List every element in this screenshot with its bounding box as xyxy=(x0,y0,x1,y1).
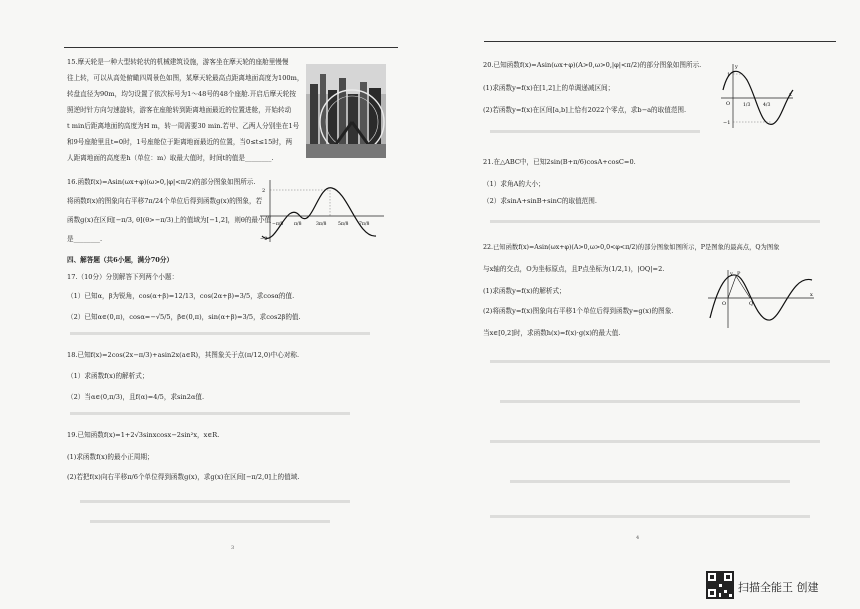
q16-tick-label: π/8 xyxy=(294,222,302,227)
q19-line: 19.已知函数f(x)=1+2√3sinxcosx−2sin²x，x∈R. xyxy=(67,431,220,439)
q20-line: (2)若函数y=f(x)在区间[a,b]上恰有2022个零点，求b−a的取值范围. xyxy=(483,106,687,114)
q17-line: 17.（10分）分别解答下列两个小题： xyxy=(67,273,179,281)
q16-tick-label: −π/8 xyxy=(272,222,284,227)
bleed-through xyxy=(490,440,820,443)
q15-line: 15.摩天轮是一种大型转轮状的机械建筑设施，游客坐在摩天轮的座舱里慢慢 xyxy=(67,58,289,66)
q22-axis-label: y xyxy=(730,271,733,277)
q19-line: (1)求函数f(x)的最小正周期； xyxy=(67,453,154,461)
q18-line: 18.已知f(x)=2cos(2x−π/3)+asin2x(a∈R)，其图象关于点(π/12,0)中心对称. xyxy=(67,351,300,359)
q16-line: 将函数f(x)的图象向右平移7π/24个单位后得到函数g(x)的图象，若 xyxy=(67,197,263,205)
q16-tick-label: 3π/8 xyxy=(316,222,327,227)
q17-line: （1）已知α，β为锐角，cos(α+β)=12/13，cos(2α+β)=3/5，求cosα的值. xyxy=(67,292,295,300)
q20-line: 20.已知函数f(x)=Asin(ωx+φ)(A>0,ω>0,|φ|<π/2)的部分图象如图所示. xyxy=(483,61,702,69)
page-number: 4 xyxy=(636,535,640,541)
scanner-watermark xyxy=(706,571,856,601)
q21-line: （2）求sinA+sinB+sinC的取值范围. xyxy=(483,197,597,205)
bleed-through xyxy=(490,220,820,223)
bleed-through xyxy=(70,412,350,415)
q15-line: t min后距离地面的高度为H m，转一周需要30 min.若甲、乙两人分别坐在1号 xyxy=(67,122,300,130)
q19-line: (2)若把f(x)向右平移π/6个单位得到函数g(x)，求g(x)在区间[−π/2,0]上的值域. xyxy=(67,473,300,481)
q20-axis-label: y xyxy=(735,64,738,70)
right-page xyxy=(430,0,860,609)
q22-axis-label: Q xyxy=(749,301,754,307)
q22-line: 与x轴的交点，O为坐标原点，且P点坐标为(1/2,1)，|OQ|=2. xyxy=(483,265,665,273)
bleed-through xyxy=(510,480,790,483)
q18-line: （1）求函数f(x)的解析式； xyxy=(67,372,149,380)
q15-line: 人距离地面的高度差h（单位：m）取最大值时，时间t的值是________. xyxy=(67,154,274,162)
q21-line: （1）求角A的大小； xyxy=(483,180,545,188)
q20-axis-label: 1 xyxy=(727,72,731,78)
q20-axis-label: 1/3 xyxy=(743,103,751,108)
q22-line: (1)求函数y=f(x)的解析式； xyxy=(483,287,566,295)
bleed-through xyxy=(70,332,370,335)
section-heading: 四、解答题（共6小题，满分70分） xyxy=(67,256,174,264)
q22-axis-label: O xyxy=(722,301,727,307)
q20-line: (1)求函数y=f(x)在[1,2]上的单调递减区间； xyxy=(483,84,615,92)
q16-line: 是________. xyxy=(67,235,103,243)
top-rule xyxy=(484,41,836,42)
q16-tick-label: 5π/8 xyxy=(338,222,349,227)
q22-axis-label: P xyxy=(737,271,741,277)
q16-y-label: −2 xyxy=(260,236,268,242)
q22-line: (2)将函数y=f(x)图象向右平移1个单位后得到函数y=g(x)的图象. xyxy=(483,307,674,315)
q15-line: 和9号座舱里且t=0时，1号座舱位于距离地面最近的位置，当0≤t≤15时，两 xyxy=(67,138,293,146)
qr-code-icon xyxy=(706,571,734,599)
q16-line: 函数g(x)在区间[−π/3, θ](θ>−π/3)上的值域为[−1,2]，则θ的最小值 xyxy=(67,216,272,224)
q16-tick-label: 7π/8 xyxy=(359,222,370,227)
top-rule xyxy=(64,47,398,48)
q15-line: 照逆时针方向匀速旋转，游客在座舱转到距离地面最近的位置进舱，开始转动 xyxy=(67,106,292,114)
q21-line: 21.在△ABC中，已知2sin(B+π/6)cosA+cosC=0. xyxy=(483,158,636,166)
q15-line: 转盘直径为90m，均匀设置了依次标号为1～48号的48个座舱.开启后摩天轮按 xyxy=(67,90,296,98)
bleed-through xyxy=(490,130,700,133)
q22-graph xyxy=(706,268,816,330)
bleed-through xyxy=(500,400,800,403)
bleed-through xyxy=(490,360,830,363)
page-number: 3 xyxy=(231,545,235,551)
q20-graph xyxy=(717,60,797,132)
q22-line: 22.已知函数f(x)=Asin(ωx+φ)(A>0,ω>0,0<φ<π/2)的部分图象如图所示，P是图象的最高点，Q为图象 xyxy=(483,244,780,251)
q16-line: 16.函数f(x)=Asin(ωx+φ)(ω>0,|φ|<π/2)的部分图象如图所示. xyxy=(67,178,256,186)
q20-axis-label: 4/3 xyxy=(763,103,771,108)
q18-line: （2）当α∈(0,π/3)，且f(α)=4/5，求sin2α值. xyxy=(67,393,205,401)
q16-y-label: 2 xyxy=(262,188,266,194)
watermark-text: 扫描全能王 创建 xyxy=(738,581,819,594)
q22-axis-label: x xyxy=(810,292,813,298)
bleed-through xyxy=(90,520,330,523)
bleed-through xyxy=(80,500,350,503)
q20-axis-label: x xyxy=(789,92,792,98)
bleed-through xyxy=(490,515,810,518)
q17-line: （2）已知α∈(0,π)，cosα=−√5/5，β∈(0,π)，sin(α+β)=3/5，求cos2β的值. xyxy=(67,313,301,321)
q15-line: 往上转，可以从高处俯瞰四周景色如图，某摩天轮最高点距离地面高度为100m， xyxy=(67,74,304,82)
q20-axis-label: −1 xyxy=(723,120,731,126)
q16-graph xyxy=(258,178,386,244)
ferris-wheel-photo xyxy=(306,64,386,158)
q22-line: 当x∈[0,2]时，求函数h(x)=f(x)·g(x)的最大值. xyxy=(483,329,621,337)
q20-axis-label: O xyxy=(726,101,731,107)
